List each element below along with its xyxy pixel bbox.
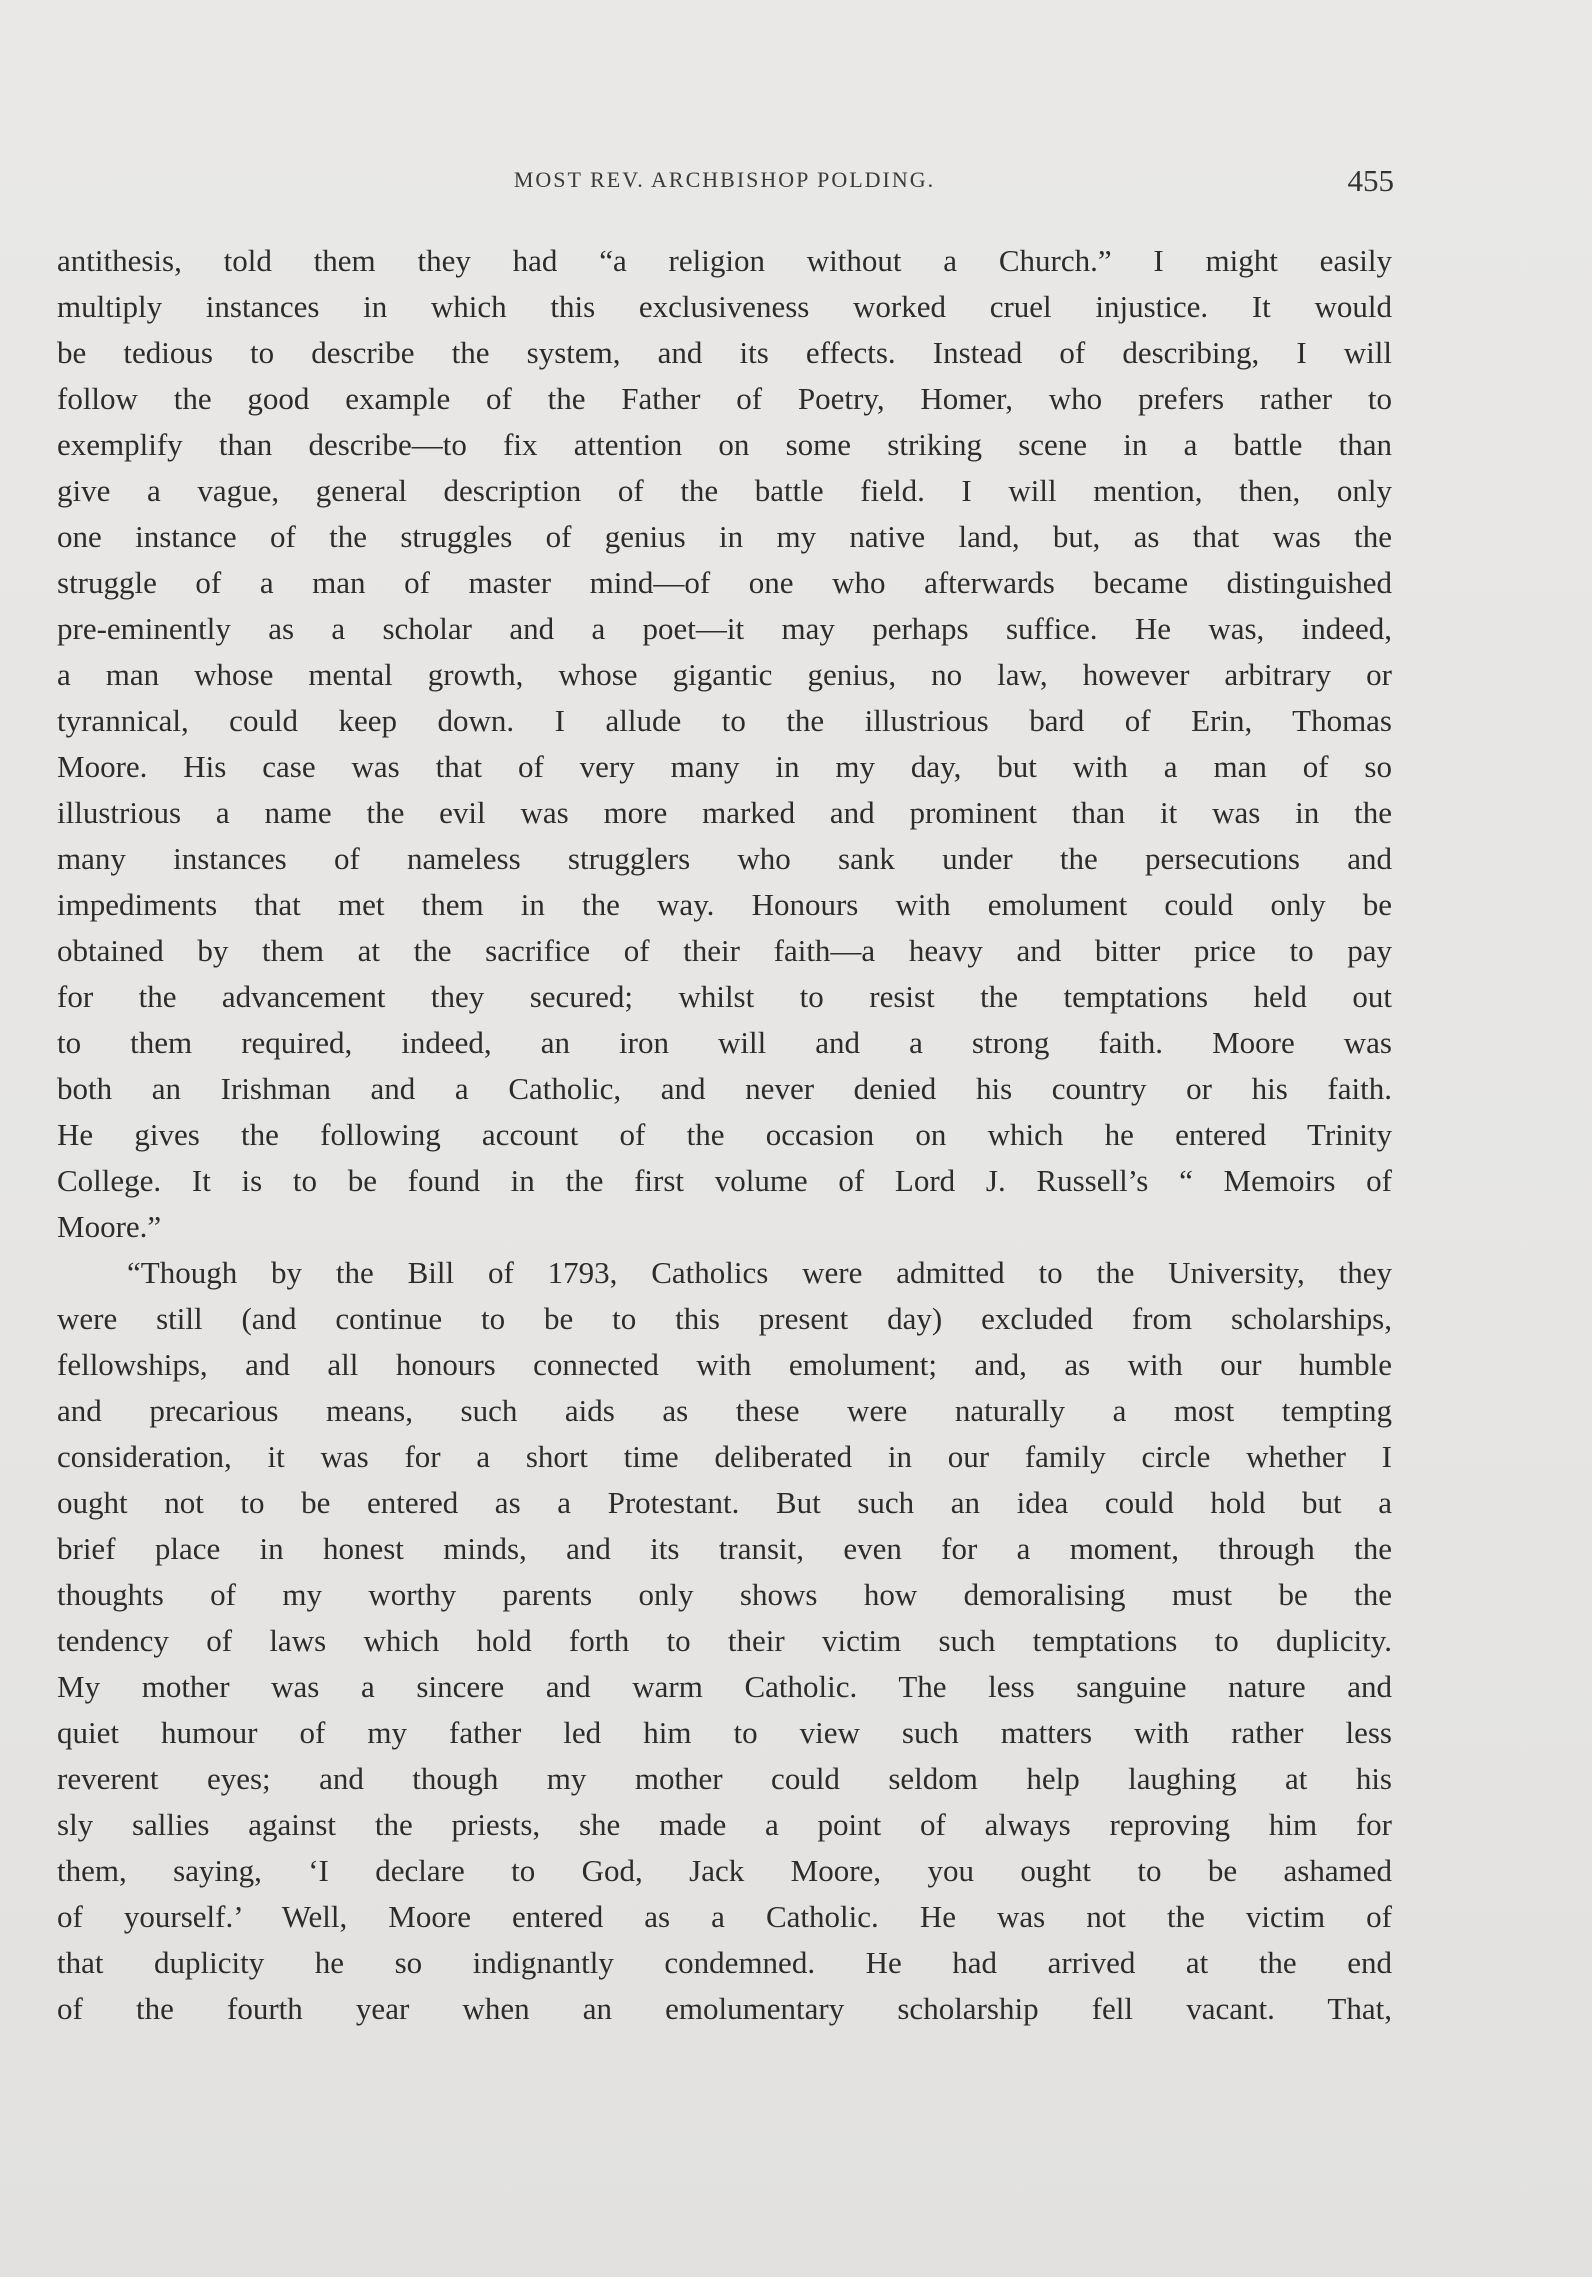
text-line: be tedious to describe the system, and its effects. Instead of describing, I will [57, 335, 1392, 370]
text-line: a man whose mental growth, whose gigantic genius, no law, however arbitrary or [57, 657, 1392, 692]
text-line: tendency of laws which hold forth to their victim such temptations to duplicity. [57, 1623, 1392, 1658]
text-line: illustrious a name the evil was more marked and prominent than it was in the [57, 795, 1392, 830]
running-title: MOST REV. ARCHBISHOP POLDING. [513, 167, 936, 192]
text-line: obtained by them at the sacrifice of their faith—a heavy and bitter price to pay [57, 933, 1392, 968]
text-line: them, saying, ‘I declare to God, Jack Moore, you ought to be ashamed [57, 1853, 1392, 1888]
text-line: fellowships, and all honours connected with emolument; and, as with our humble [57, 1347, 1392, 1382]
text-line: struggle of a man of master mind—of one who afterwards became distinguished [57, 565, 1392, 600]
text-line: exemplify than describe—to fix attention on some striking scene in a battle than [57, 427, 1392, 462]
body-text [57, 238, 1392, 2032]
text-line: impediments that met them in the way. Honours with emolument could only be [57, 887, 1392, 922]
text-line: consideration, it was for a short time deliberated in our family circle whether I [57, 1439, 1392, 1474]
paragraph-2-quotation [57, 1250, 1392, 2032]
text-line: Moore. His case was that of very many in my day, but with a man of so [57, 749, 1392, 784]
text-line: and precarious means, such aids as these were naturally a most tempting [57, 1393, 1392, 1428]
running-head [57, 163, 1392, 199]
text-line: of the fourth year when an emolumentary scholarship fell vacant. That, [57, 1991, 1392, 2026]
text-line: both an Irishman and a Catholic, and never denied his country or his faith. [57, 1071, 1392, 1106]
text-line: antithesis, told them they had “a religion without a Church.” I might easily [57, 243, 1392, 278]
page-number: 455 [1347, 163, 1394, 198]
text-line: tyrannical, could keep down. I allude to the illustrious bard of Erin, Thomas [57, 703, 1392, 738]
text-line: give a vague, general description of the battle field. I will mention, then, only [57, 473, 1392, 508]
text-line: quiet humour of my father led him to view such matters with rather less [57, 1715, 1392, 1750]
paragraph-1 [57, 238, 1392, 1250]
text-line: of yourself.’ Well, Moore entered as a Catholic. He was not the victim of [57, 1899, 1392, 1934]
text-line: Moore.” [57, 1209, 162, 1244]
text-line: follow the good example of the Father of Poetry, Homer, who prefers rather to [57, 381, 1392, 416]
text-line: pre-eminently as a scholar and a poet—it may perhaps suffice. He was, indeed, [57, 611, 1392, 646]
text-line: many instances of nameless strugglers who sank under the persecutions and [57, 841, 1392, 876]
text-line: He gives the following account of the occasion on which he entered Trinity [57, 1117, 1392, 1152]
text-line: brief place in honest minds, and its transit, even for a moment, through the [57, 1531, 1392, 1566]
text-line: College. It is to be found in the first volume of Lord J. Russell’s “ Memoirs of [57, 1163, 1392, 1198]
text-line: to them required, indeed, an iron will and a strong faith. Moore was [57, 1025, 1392, 1060]
text-line: reverent eyes; and though my mother could seldom help laughing at his [57, 1761, 1392, 1796]
text-line: My mother was a sincere and warm Catholic. The less sanguine nature and [57, 1669, 1392, 1704]
text-line: ought not to be entered as a Protestant. But such an idea could hold but a [57, 1485, 1392, 1520]
text-line: one instance of the struggles of genius in my native land, but, as that was the [57, 519, 1392, 554]
text-line: sly sallies against the priests, she made a point of always reproving him for [57, 1807, 1392, 1842]
text-line: “Though by the Bill of 1793, Catholics were admitted to the University, they [127, 1255, 1392, 1290]
text-line: that duplicity he so indignantly condemned. He had arrived at the end [57, 1945, 1392, 1980]
text-line: were still (and continue to be to this present day) excluded from scholarships, [57, 1301, 1392, 1336]
text-line: thoughts of my worthy parents only shows how demoralising must be the [57, 1577, 1392, 1612]
text-line: for the advancement they secured; whilst to resist the temptations held out [57, 979, 1392, 1014]
text-line: multiply instances in which this exclusiveness worked cruel injustice. It would [57, 289, 1392, 324]
